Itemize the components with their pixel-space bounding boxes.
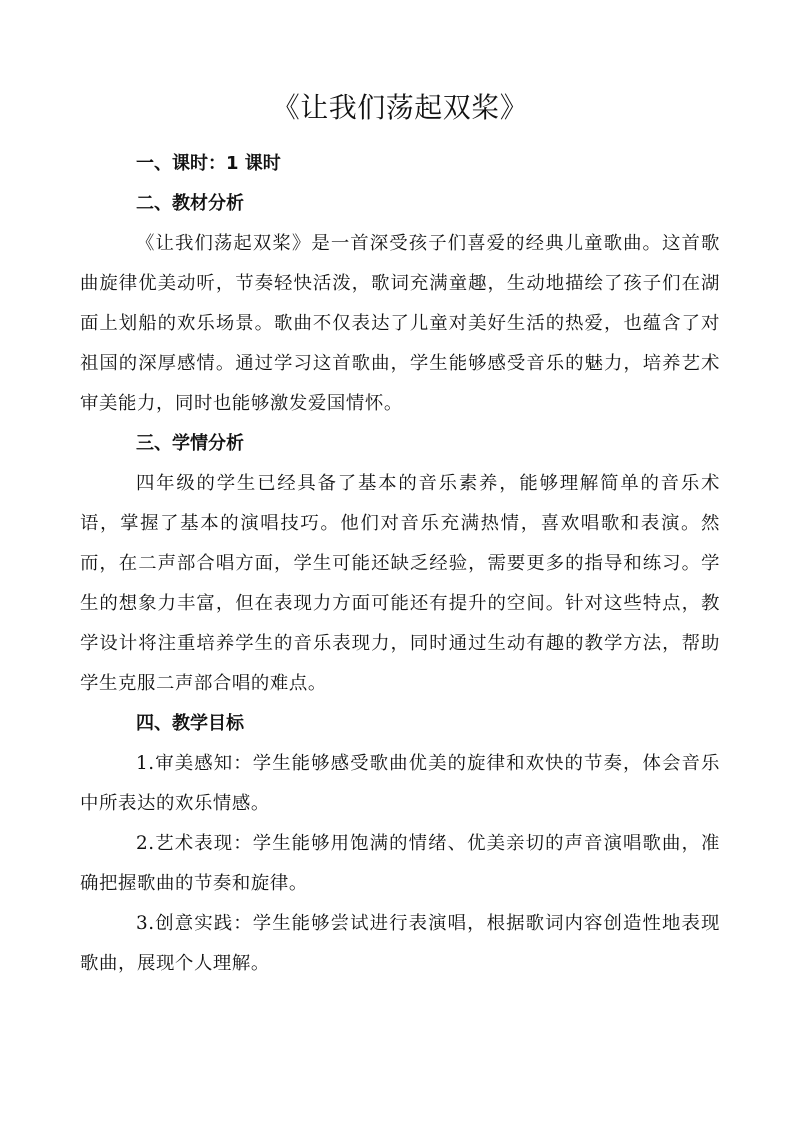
section-heading-student-analysis: 三、学情分析: [136, 433, 244, 454]
goal-item-creative: 3.创意实践：学生能够尝试进行表演唱，根据歌词内容创造性地表现歌曲，展现个人理解。: [80, 913, 720, 974]
student-analysis-paragraph: 四年级的学生已经具备了基本的音乐素养，能够理解简单的音乐术语，掌握了基本的演唱技巧。他们对音乐充满热情，喜欢唱歌和表演。然而，在二声部合唱方面，学生可能还缺乏经验，需要更多的指导和练习。学生的想象力丰富，但在表现力方面可能还有提升的空间。针对这些特点，教学设计将注重培养学生的音乐表现力，同时通过生动有趣的教学方法，帮助学生克服二声部合唱的难点。: [80, 473, 720, 694]
section-heading-teaching-goals: 四、教学目标: [136, 713, 244, 734]
material-analysis-paragraph: 《让我们荡起双桨》是一首深受孩子们喜爱的经典儿童歌曲。这首歌曲旋律优美动听，节奏轻快活泼，歌词充满童趣，生动地描绘了孩子们在湖面上划船的欢乐场景。歌曲不仅表达了儿童对美好生活的热爱，也蕴含了对祖国的深厚感情。通过学习这首歌曲，学生能够感受音乐的魅力，培养艺术审美能力，同时也能够激发爱国情怀。: [80, 233, 720, 414]
goal-item-performance: 2.艺术表现：学生能够用饱满的情绪、优美亲切的声音演唱歌曲，准确把握歌曲的节奏和旋律。: [80, 833, 720, 894]
document-page: [80, 88, 720, 984]
section-heading-class-hours: 一、课时：1 课时: [136, 153, 281, 174]
document-title: 《让我们荡起双桨》: [271, 91, 529, 124]
goal-item-aesthetic: 1.审美感知：学生能够感受歌曲优美的旋律和欢快的节奏，体会音乐中所表达的欢乐情感。: [80, 753, 720, 814]
section-heading-material-analysis: 二、教材分析: [136, 193, 244, 214]
